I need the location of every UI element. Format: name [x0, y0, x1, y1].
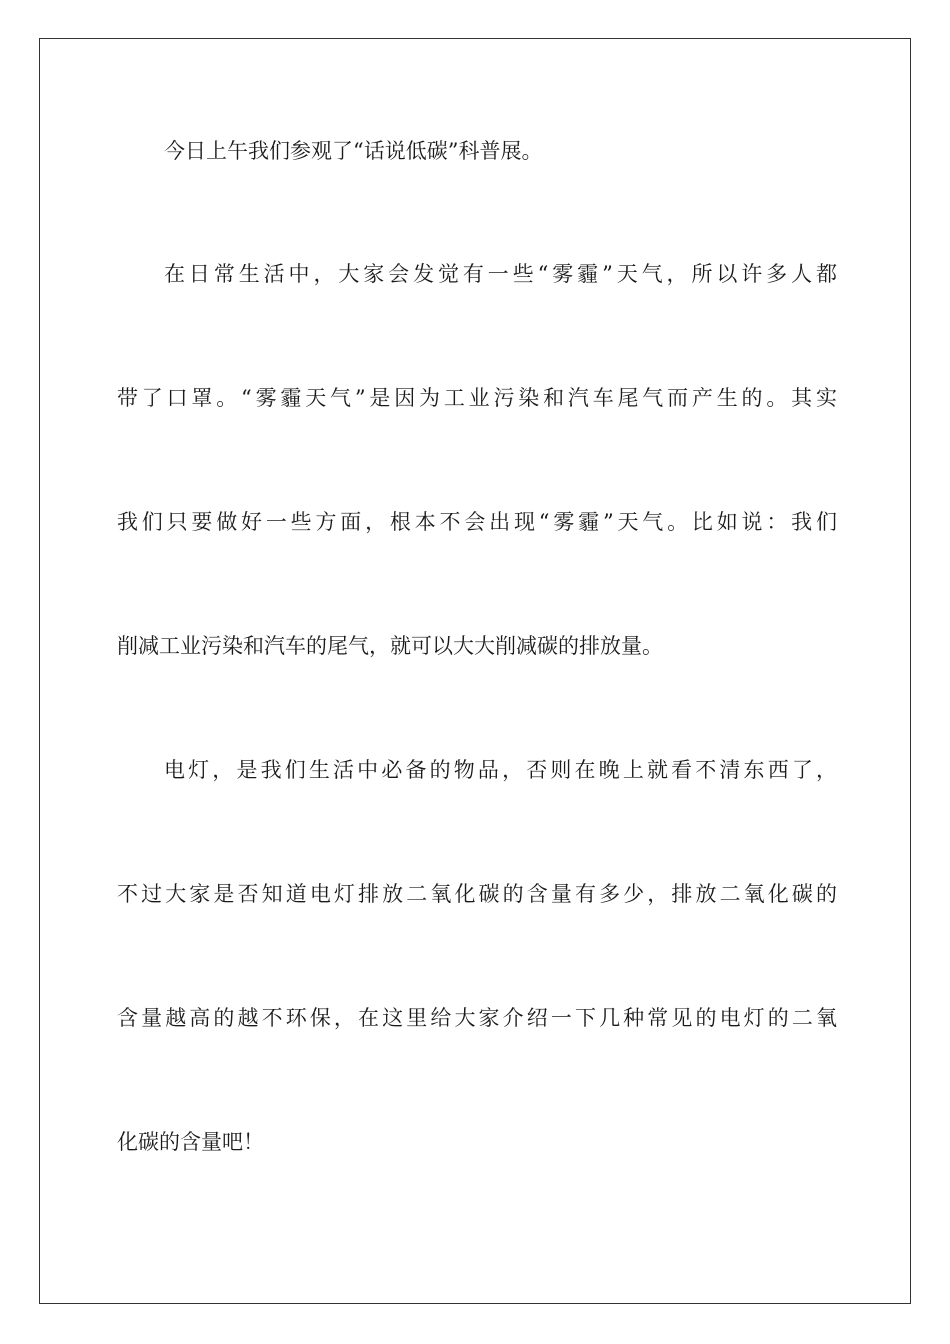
paragraph-2-line-2: 带了口罩。“雾霾天气”是因为工业污染和汽车尾气而产生的。其实 [117, 386, 837, 410]
paragraph-3-line-4: 化碳的含量吧！ [117, 1130, 264, 1154]
paragraph-1-line-1: 今日上午我们参观了“话说低碳”科普展。 [164, 139, 543, 163]
paragraph-3-line-3: 含量越高的越不环保，在这里给大家介绍一下几种常见的电灯的二氧 [117, 1006, 837, 1030]
paragraph-2-line-3: 我们只要做好一些方面，根本不会出现“雾霾”天气。比如说：我们 [117, 510, 837, 534]
paragraph-3-line-1: 电灯，是我们生活中必备的物品，否则在晚上就看不清东西了， [164, 758, 837, 782]
paragraph-2-line-1: 在日常生活中，大家会发觉有一些“雾霾”天气，所以许多人都 [164, 262, 837, 286]
paragraph-2-line-4: 削减工业污染和汽车的尾气，就可以大大削减碳的排放量。 [117, 634, 663, 658]
page-frame [39, 38, 911, 1304]
paragraph-3-line-2: 不过大家是否知道电灯排放二氧化碳的含量有多少，排放二氧化碳的 [117, 882, 837, 906]
